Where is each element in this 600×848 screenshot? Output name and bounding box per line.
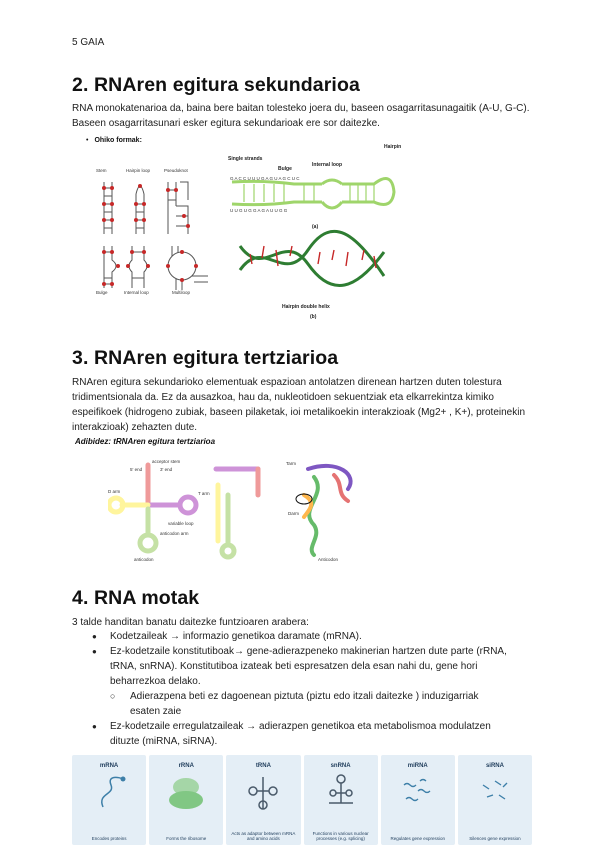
section-text-tertiary-structure: RNAren egitura sekundarioko elementuak espazioan antolatzen direnean hartzen duten tolestura tridimentsionala da. Ez da ausazkoa, hau da, nukleotidoen sekuentziak eta elkarrekintza kimiko espeifikoek (hidrogeno zubiak, baseen pilaketak, ioi metalikoekin interakzioak (Mg2+ , K+), proteinekin interakzioak) zehazten dute.	[72, 377, 526, 433]
mrna-icon	[89, 773, 129, 813]
label-darm-3d: Darm	[288, 511, 299, 516]
snrna-icon	[321, 773, 361, 809]
card-desc: Regulates gene expression	[390, 836, 446, 841]
sirna-icon	[475, 773, 515, 809]
label-anticodon-arm: anticodon arm	[160, 531, 189, 536]
list-item-coding: ● Kodetzaileak → informazio genetikoa daramate (mRNA).	[90, 629, 510, 644]
trna-tertiary-figure	[108, 455, 378, 565]
list-item-regulatory: ● Ez-kodetzaile erregulatzaileak → adierazpen genetikoa eta metabolismoa modulatzen dituzte (miRNA, siRNA).	[90, 719, 510, 749]
section-text-secondary-structure: RNA monokatenarioa da, baina bere baitan tolesteko joera du, baseen osagarritasunagaitik (A-U, G-C). Baseen osagarritasunari esker egitura sekundarioak ere sor daitezke.	[72, 103, 530, 129]
card-desc: Acts as adaptor between mRNA and amino acids	[231, 831, 296, 841]
secondary-structure-motifs-figure	[96, 160, 216, 295]
trna-example-note: Adibidez: tRNAren egitura tertziarioa	[75, 437, 216, 446]
list-item-constitutive: ● Ez-kodetzaile konstitutiboak→ gene-adierazpeneko makinerian hartzen dute parte (rRNA, tRNA, snRNA). Konstitutiboa izateak beti espresatzen dela esan nahi du, gene hori beharrezkoa delako. ○ Adierazpena beti ez dagoenean piztuta (piztu edo itzali daitezke ) induzigarriak esaten zaie	[90, 644, 510, 719]
card-mirna	[381, 755, 455, 845]
card-desc: Forms the ribosome	[166, 836, 207, 841]
label-single-strands: Single strands	[228, 156, 263, 162]
label-stem: Stem	[96, 168, 107, 173]
ribosome-icon	[164, 773, 208, 813]
card-sirna	[458, 755, 532, 845]
card-trna	[226, 755, 300, 845]
label-d-arm: D arm	[108, 489, 121, 494]
strand-top-sequence: G A C C U U U G A G U A G C U C	[230, 176, 300, 181]
card-title: tRNA	[255, 763, 271, 769]
label-hairpin-loop: Hairpin loop	[126, 168, 151, 173]
label-internal-loop-right: Internal loop	[312, 162, 342, 168]
label-variable-loop: variable loop	[168, 521, 194, 526]
rna-types-cards	[72, 755, 532, 845]
label-internal-loop: Internal loop	[124, 290, 149, 295]
card-desc: Functions in various nuclear processes (e.g. splicing)	[312, 831, 369, 841]
page-header: 5 GAIA	[72, 37, 105, 48]
section-title-secondary-structure: 2. RNAren egitura sekundarioa	[72, 74, 360, 96]
label-multiloop: Multiloop	[172, 290, 191, 295]
label-tarm-3d: Tarm	[286, 461, 296, 466]
label-t-arm: T arm	[198, 491, 210, 496]
mirna-icon	[398, 773, 438, 809]
card-desc: Encodes proteins	[91, 836, 127, 841]
label-anticodon: anticodon	[134, 557, 154, 562]
label-5-end: 5' end	[130, 467, 143, 472]
caption-b-title: Hairpin double helix	[282, 304, 330, 310]
label-pseudoknot: Pseudoknot	[164, 168, 188, 173]
rna-secondary-diagram-figure	[224, 140, 404, 322]
card-snrna	[304, 755, 378, 845]
strand-bottom-sequence: U U G U G G A G A U U G G	[230, 208, 288, 213]
caption-b: (b)	[310, 314, 317, 320]
rna-types-list	[90, 629, 510, 749]
rna-types-intro: 3 talde handitan banatu daitezke funtzioaren arabera:	[72, 617, 309, 628]
label-hairpin-right: Hairpin	[384, 144, 402, 150]
trna-icon	[243, 773, 283, 813]
section-title-tertiary-structure: 3. RNAren egitura tertziarioa	[72, 347, 339, 369]
label-bulge: Bulge	[96, 290, 108, 295]
card-rrna	[149, 755, 223, 845]
label-acceptor-stem: acceptor stem	[152, 459, 181, 464]
card-desc: Silences gene expression	[469, 836, 521, 841]
card-title: miRNA	[407, 763, 428, 769]
common-forms-bullet: • Ohiko formak:	[86, 137, 142, 144]
label-anticodon-3d: Anticodon	[318, 557, 339, 562]
card-title: rRNA	[178, 763, 194, 769]
card-title: siRNA	[485, 763, 504, 769]
section-title-rna-types: 4. RNA motak	[72, 587, 200, 609]
card-title: mRNA	[99, 763, 119, 769]
label-bulge-right: Bulge	[278, 166, 292, 172]
card-mrna	[72, 755, 146, 845]
caption-a: (a)	[312, 224, 319, 230]
list-subitem-inducible: ○ Adierazpena beti ez dagoenean piztuta (piztu edo itzali daitezke ) induzigarriak esaten zaie	[110, 689, 510, 719]
label-3-end: 3' end	[160, 467, 173, 472]
card-title: snRNA	[330, 763, 351, 769]
